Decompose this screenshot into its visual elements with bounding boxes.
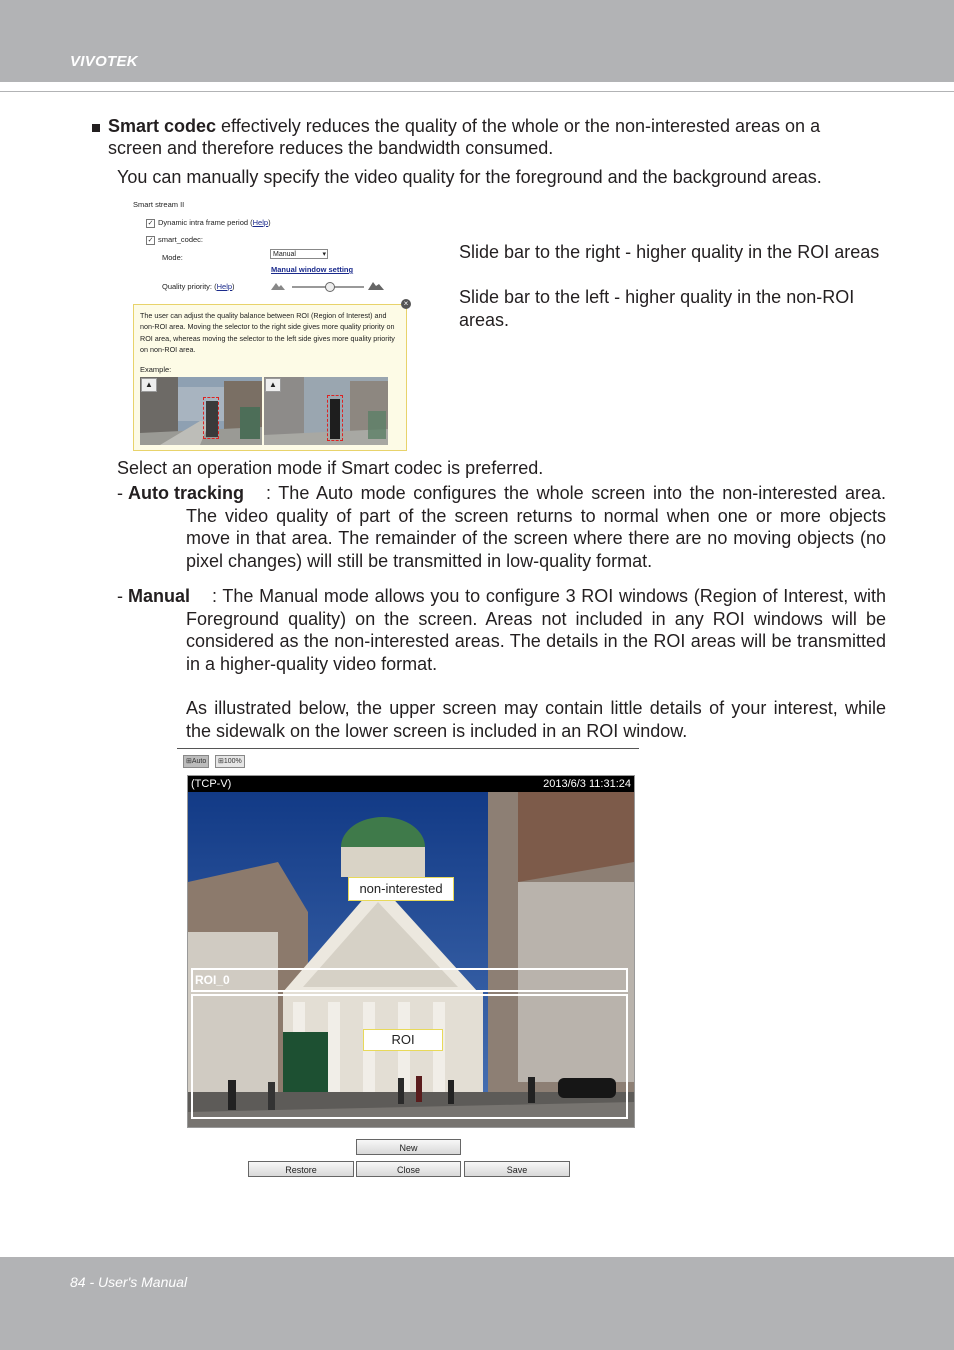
landscape-high-icon: ▲ (265, 378, 281, 392)
page-number-label: 84 - User's Manual (70, 1274, 188, 1290)
landscape-low-icon (271, 283, 285, 290)
non-interested-callout: non-interested (348, 877, 454, 901)
example-label: Example: (140, 365, 172, 374)
smart-codec-line-1 (108, 115, 886, 138)
brand-label: VIVOTEK (70, 53, 138, 70)
smart-codec-term: Smart codec (108, 116, 217, 136)
zoom-icon: ⊞ (218, 758, 224, 765)
smart-stream-title: Smart stream II (133, 200, 185, 209)
slide-right-text: Slide bar to the right - higher quality in the ROI areas (459, 242, 880, 262)
quality-help-link[interactable]: Help (216, 282, 233, 291)
quality-priority-label: Quality priority: (Help) (162, 282, 235, 291)
roi-window-title-band[interactable] (191, 968, 628, 992)
help-link[interactable]: Help (252, 218, 269, 227)
roi-window-screenshot (177, 748, 641, 1184)
slider-handle[interactable] (326, 283, 335, 292)
zoom-100-button[interactable]: ⊞100% (215, 755, 245, 768)
smart-codec-label: smart_codec: (158, 235, 204, 244)
smart-codec-checkbox[interactable]: ✓ (147, 237, 154, 244)
auto-tracking-heading: - Auto tracking (117, 483, 245, 503)
dynamic-intra-label: Dynamic intra frame period (Help) (158, 218, 271, 227)
auto-tracking-term: Auto tracking (128, 483, 245, 503)
manual-window-link[interactable]: Manual window setting (271, 265, 354, 274)
roi-callout: ROI (363, 1029, 443, 1051)
smart-codec-line-2: screen and therefore reduces the bandwidth consumed. (108, 138, 554, 158)
camera-title-bar (188, 776, 634, 792)
illustrated-text: As illustrated below, the upper screen may contain little details of your interest, while the sidewalk on the lower screen is included in an ROI window. (186, 698, 886, 741)
mode-label: Mode: (162, 253, 183, 262)
zoom-auto-button[interactable]: ⊞Auto (183, 755, 209, 768)
save-button[interactable]: Save (464, 1161, 570, 1177)
manual-heading: - Manual (117, 586, 191, 606)
landscape-high-icon (368, 282, 384, 290)
example-image-high (264, 377, 388, 445)
roi-window-label: ROI_0 (195, 973, 230, 987)
bullet-square-icon (92, 124, 100, 132)
manual-term: Manual (128, 586, 191, 606)
restore-button[interactable]: Restore (248, 1161, 354, 1177)
tooltip-text: The user can adjust the quality balance between ROI (Region of Interest) and non-ROI area. Moving the selector to the right side gives more quality priority on ROI area, whereas moving the selector to the left side gives more quality priority on non-ROI area. (140, 311, 395, 354)
example-image-low (140, 377, 262, 445)
timestamp: 2013/6/3 11:31:24 (543, 778, 631, 790)
close-button[interactable]: Close (356, 1161, 461, 1177)
select-mode-text: Select an operation mode if Smart codec is preferred. (117, 458, 544, 478)
landscape-low-icon: ▲ (141, 378, 157, 392)
page-footer (0, 1257, 954, 1350)
smart-codec-desc-1: effectively reduces the quality of the whole or the non-interested areas on a (216, 116, 821, 136)
auto-tracking-desc: : The Auto mode configures the whole screen into the non-interested area. The video quality of part of the screen returns to normal when one or more objects move in that area. The remainder of the screen where there are no moving objects (no pixel changes) will still be transmitted in low-quality format. (186, 483, 886, 571)
stream-label: (TCP-V) (191, 778, 232, 790)
roi-marker-low (203, 397, 219, 439)
zoom-icon: ⊞ (186, 758, 192, 765)
roi-marker-high (327, 395, 343, 441)
roi-window-rectangle[interactable] (191, 994, 628, 1119)
dynamic-intra-checkbox[interactable]: ✓ (147, 220, 154, 227)
close-icon[interactable]: × (401, 299, 411, 309)
screenshot-top-rule (177, 748, 639, 749)
camera-view[interactable] (187, 775, 635, 1128)
header-rule (0, 91, 954, 92)
smart-stream-settings-screenshot (128, 196, 418, 454)
mode-select[interactable]: Manual ▾ (270, 249, 328, 259)
new-button[interactable]: New (356, 1139, 461, 1155)
slide-left-text: Slide bar to the left - higher quality in the non-ROI areas. (459, 287, 855, 330)
quality-tooltip (133, 299, 409, 451)
chevron-down-icon: ▾ (322, 251, 326, 258)
page-header (0, 0, 954, 82)
manual-desc: : The Manual mode allows you to configure 3 ROI windows (Region of Interest, with Foreground quality) on the screen. Areas not included in any ROI windows will be considered as the non-interested areas. The details in the ROI areas will be transmitted in a higher-quality video format. (186, 586, 886, 674)
manual-specify-text: You can manually specify the video quality for the foreground and the background areas. (117, 167, 822, 187)
quality-slider[interactable] (268, 278, 388, 294)
